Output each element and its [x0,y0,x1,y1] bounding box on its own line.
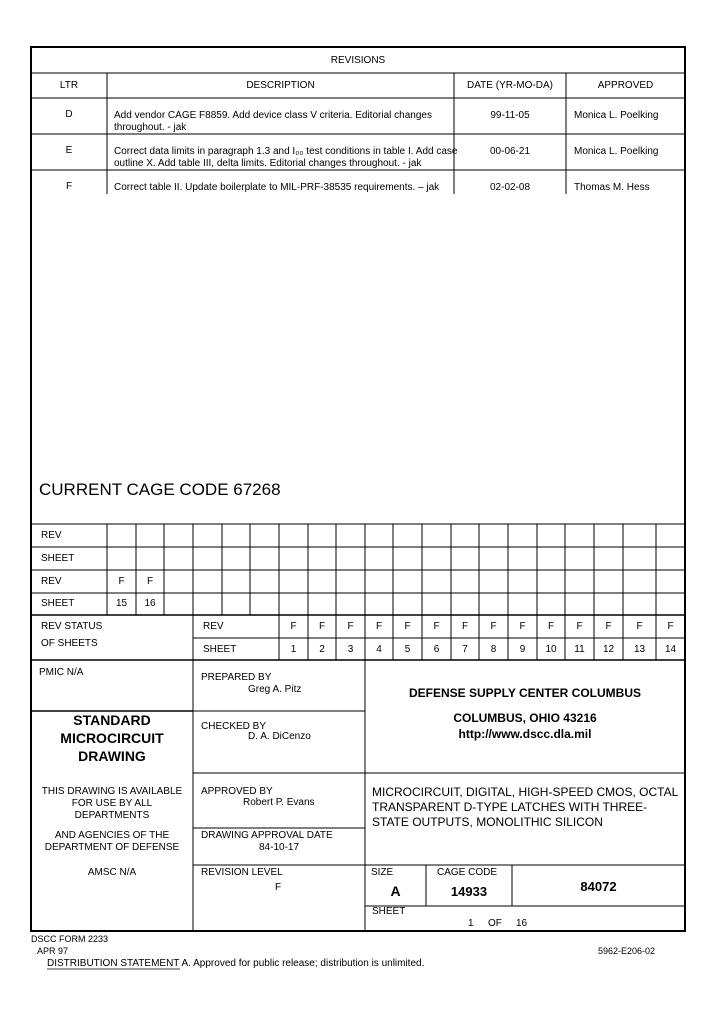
dscc-url: http://www.dscc.dla.mil [458,727,592,741]
rev-status-sheet-4: 4 [376,644,382,655]
rev-status-sheet-3: 3 [347,644,354,655]
form-number: DSCC FORM 2233 [31,934,109,944]
drawing-title-line1: MICROCIRCUIT, DIGITAL, HIGH-SPEED CMOS, OCTAL [372,785,679,799]
sheet-of-label: OF [488,918,502,929]
revision-desc-e-line1: Correct data limits in paragraph 1.3 and I₀₀ test conditions in table I. Add case [114,146,458,157]
microcircuit-label: MICROCIRCUIT [60,730,164,746]
rev-status-rev-14: F [667,621,674,632]
form-date: APR 97 [37,946,69,956]
approval-date-label: DRAWING APPROVAL DATE [201,830,333,841]
rev-status-rev-11: F [576,621,583,632]
revision-ltr-f: F [65,181,73,192]
revision-desc-e-line2: outline X. Add table III, delta limits. Editorial changes throughout. - jak [114,158,422,169]
rev-row3-label: REV [41,576,62,587]
availability-line3: DEPARTMENTS [74,810,150,821]
prepared-by-name: Greg A. Pitz [248,684,302,695]
header-ltr: LTR [59,80,79,91]
rev-row1-label: REV [41,530,62,541]
rev-status-rev-5: F [404,621,411,632]
checked-by-label: CHECKED BY [201,721,267,732]
revisions-title: REVISIONS [330,55,386,66]
sheet-label: SHEET [372,906,406,917]
rev-status-rev-10: F [547,621,555,632]
rev-status-sheet-5: 5 [404,644,411,655]
rev-status-sheet-7: 7 [462,644,468,655]
distribution-statement-text: Approved for public release; distribution is unlimited. [190,958,425,969]
availability-line2: FOR USE BY ALL [71,798,153,809]
rev-status-sheet-11: 11 [574,644,585,655]
cage-code-value: 14933 [450,884,488,899]
rev-sheet15: F [118,576,125,587]
rev-status-rev-6: F [433,621,440,632]
header-approved: APPROVED [597,80,654,91]
revision-approved-f: Thomas M. Hess [574,182,650,193]
revision-date-f: 02-02-08 [489,182,531,193]
availability-line5: DEPARTMENT OF DEFENSE [44,842,180,853]
pmic-label: PMIC N/A [39,667,84,678]
sheet-number-15: 15 [115,598,128,609]
rev-status-rev-1: F [290,621,297,632]
cage-code-label: CAGE CODE [437,867,498,878]
rev-status-sheet-13: 13 [633,644,646,655]
approved-by-name: Robert P. Evans [243,797,315,808]
prepared-by-label: PREPARED BY [201,672,272,683]
current-cage-code-banner: CURRENT CAGE CODE 67268 [39,480,281,499]
of-sheets-label: OF SHEETS [41,638,98,649]
rev-status-rev-4: F [375,621,383,632]
drawing-title-line3: STATE OUTPUTS, MONOLITHIC SILICON [372,815,603,829]
checked-by-name: D. A. DiCenzo [248,731,311,742]
rev-status-sheet-9: 9 [519,644,526,655]
sheet-row4-label: SHEET [41,598,75,609]
rev-status-rev-2: F [318,621,326,632]
rev-status-rev-7: F [461,621,469,632]
rev-status-sheet-10: 10 [545,644,557,655]
rev-sheet16: F [146,576,154,587]
header-date: DATE (YR-MO-DA) [467,80,553,91]
sheet-number: 1 [468,918,474,929]
revision-desc-d-line1: Add vendor CAGE F8859. Add device class V criteria. Editorial changes [114,110,432,121]
header-description: DESCRIPTION [246,80,315,91]
standard-label: STANDARD [73,712,151,728]
rev-status-sheet-12: 12 [602,644,615,655]
sheet-row2-label: SHEET [41,553,75,564]
size-value: A [390,883,401,899]
rev-status-sheet-label: SHEET [203,644,237,655]
revision-approved-d: Monica L. Poelking [574,110,659,121]
revision-date-d: 99-11-05 [490,110,530,121]
revision-date-e: 00-06-21 [489,146,531,157]
rev-status-rev-3: F [347,621,354,632]
rev-status-sheet-2: 2 [319,644,325,655]
amsc-label: AMSC N/A [87,867,137,878]
rev-status-sheet-6: 6 [433,644,440,655]
distribution-statement [47,958,424,970]
approved-by-label: APPROVED BY [201,786,273,797]
revision-desc-f-line1: Correct table II. Update boilerplate to MIL-PRF-38535 requirements. – jak [114,182,440,193]
rev-status-sheet-1: 1 [290,644,297,655]
size-label: SIZE [371,867,394,878]
revision-ltr-e: E [65,145,73,156]
availability-line4: AND AGENCIES OF THE [54,830,170,841]
rev-status-rev-9: F [519,621,526,632]
availability-line1: THIS DRAWING IS AVAILABLE [41,786,183,797]
revision-level-value: F [275,882,282,893]
dscc-address: COLUMBUS, OHIO 43216 [453,711,597,725]
document-code: 5962-E206-02 [598,946,656,956]
sheet-number-16: 16 [144,598,156,609]
distribution-statement-label: DISTRIBUTION STATEMENT A. [47,958,191,969]
revision-desc-d-line2: throughout. - jak [114,122,187,133]
rev-status-label: REV STATUS [41,621,103,632]
rev-status-sheet-14: 14 [664,644,677,655]
sheet-total: 16 [516,918,528,929]
drawing-label: DRAWING [78,748,146,764]
revision-ltr-d: D [65,109,73,120]
dscc-name: DEFENSE SUPPLY CENTER COLUMBUS [408,686,642,700]
revision-level-label: REVISION LEVEL [201,867,283,878]
approval-date-value: 84-10-17 [259,842,300,853]
drawing-number: 84072 [580,879,617,894]
revision-approved-e: Monica L. Poelking [574,146,659,157]
drawing-title-line2: TRANSPARENT D-TYPE LATCHES WITH THREE- [372,800,648,814]
rev-status-rev-label: REV [203,621,224,632]
rev-status-rev-13: F [636,621,643,632]
rev-status-sheet-8: 8 [490,644,497,655]
rev-status-rev-8: F [490,621,497,632]
rev-status-rev-12: F [605,621,612,632]
